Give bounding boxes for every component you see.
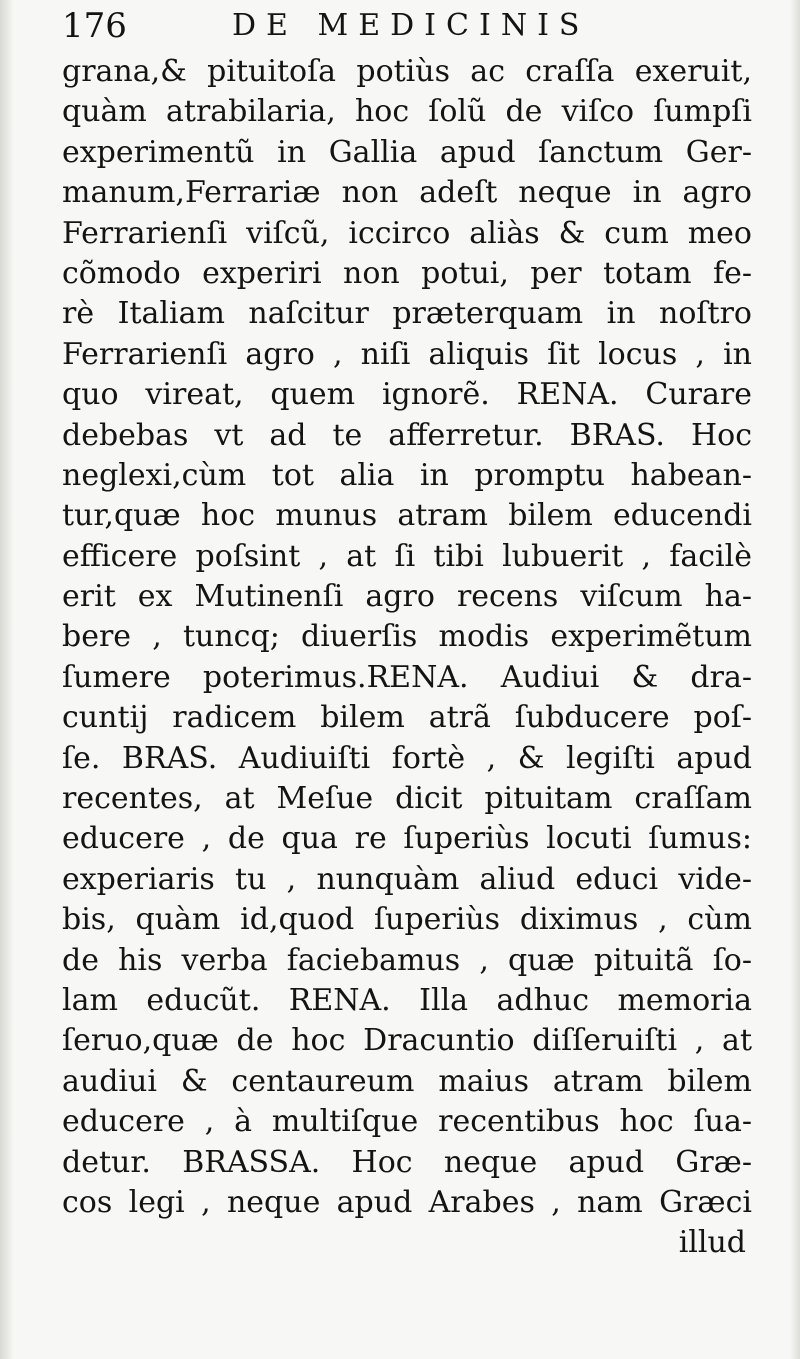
text-line-9: quo vireat, quem ignorẽ. RENA. Curare <box>62 377 752 413</box>
text-line-18: ſe. BRAS. Audiuiſti fortè , & legiſti apud <box>62 740 752 776</box>
text-line-24: lam educũt. RENA. Illa adhuc memoria <box>62 982 752 1018</box>
text-line-11: neglexi,cùm tot alia in promptu habean- <box>62 457 752 493</box>
text-line-29: cos legi , neque apud Arabes , nam Græci <box>62 1184 752 1220</box>
text-line-16: ſumere poterimus.RENA. Audiui & dra- <box>62 659 752 695</box>
running-title: DE MEDICINIS <box>232 8 590 43</box>
text-line-15: bere , tuncq; diuerſis modis experimẽtum <box>62 619 752 655</box>
text-line-20: educere , de qua re ſuperiùs locuti ſumus: <box>62 821 752 857</box>
text-line-23: de his verba faciebamus , quæ pituitã ſo- <box>62 942 752 978</box>
page-edge-shadow <box>790 0 800 1359</box>
text-line-14: erit ex Mutinenſi agro recens viſcum ha- <box>62 579 752 615</box>
text-line-26: audiui & centaureum maius atram bilem <box>62 1063 752 1099</box>
text-line-13: efficere poſsint , at ſi tibi lubuerit , facilè <box>62 538 752 574</box>
text-line-22: bis, quàm id,quod ſuperiùs diximus , cùm <box>62 902 752 938</box>
text-line-2: quàm atrabilaria, hoc ſolũ de viſco ſumpſi <box>62 94 752 130</box>
text-line-8: Ferrarienſi agro , niſi aliquis ſit locus , in <box>62 336 752 372</box>
page-gutter-shadow <box>0 0 14 1359</box>
text-line-1: grana,& pituitoſa potiùs ac craſſa exeruit, <box>62 54 752 89</box>
text-line-7: rè Italiam naſcitur præterquam in noſtro <box>62 296 752 332</box>
text-line-17: cuntij radicem bilem atrã ſubducere poſ- <box>62 700 752 736</box>
text-line-5: Ferrarienſi viſcũ, iccirco aliàs & cum meo <box>62 215 752 251</box>
text-line-19: recentes, at Meſue dicit pituitam craſſam <box>62 781 752 817</box>
page-number: 176 <box>62 6 127 46</box>
body-text <box>62 52 752 1264</box>
running-head <box>62 6 762 46</box>
text-line-21: experiaris tu , nunquàm aliud educi vide- <box>62 861 752 897</box>
text-line-4: manum,Ferrariæ non adeſt neque in agro <box>62 175 752 211</box>
catchword: illud <box>678 1225 746 1261</box>
text-line-3: experimentũ in Gallia apud ſanctum Ger- <box>62 134 752 170</box>
text-line-10: debebas vt ad te afferretur. BRAS. Hoc <box>62 417 752 453</box>
text-line-27: educere , à multiſque recentibus hoc ſua- <box>62 1104 752 1140</box>
text-line-6: cõmodo experiri non potui, per totam fe- <box>62 255 752 291</box>
text-line-25: ſeruo,quæ de hoc Dracuntio diſſeruiſti , at <box>62 1023 752 1059</box>
text-line-12: tur,quæ hoc munus atram bilem educendi <box>62 498 752 534</box>
text-line-28: detur. BRASSA. Hoc neque apud Græ- <box>62 1144 752 1180</box>
